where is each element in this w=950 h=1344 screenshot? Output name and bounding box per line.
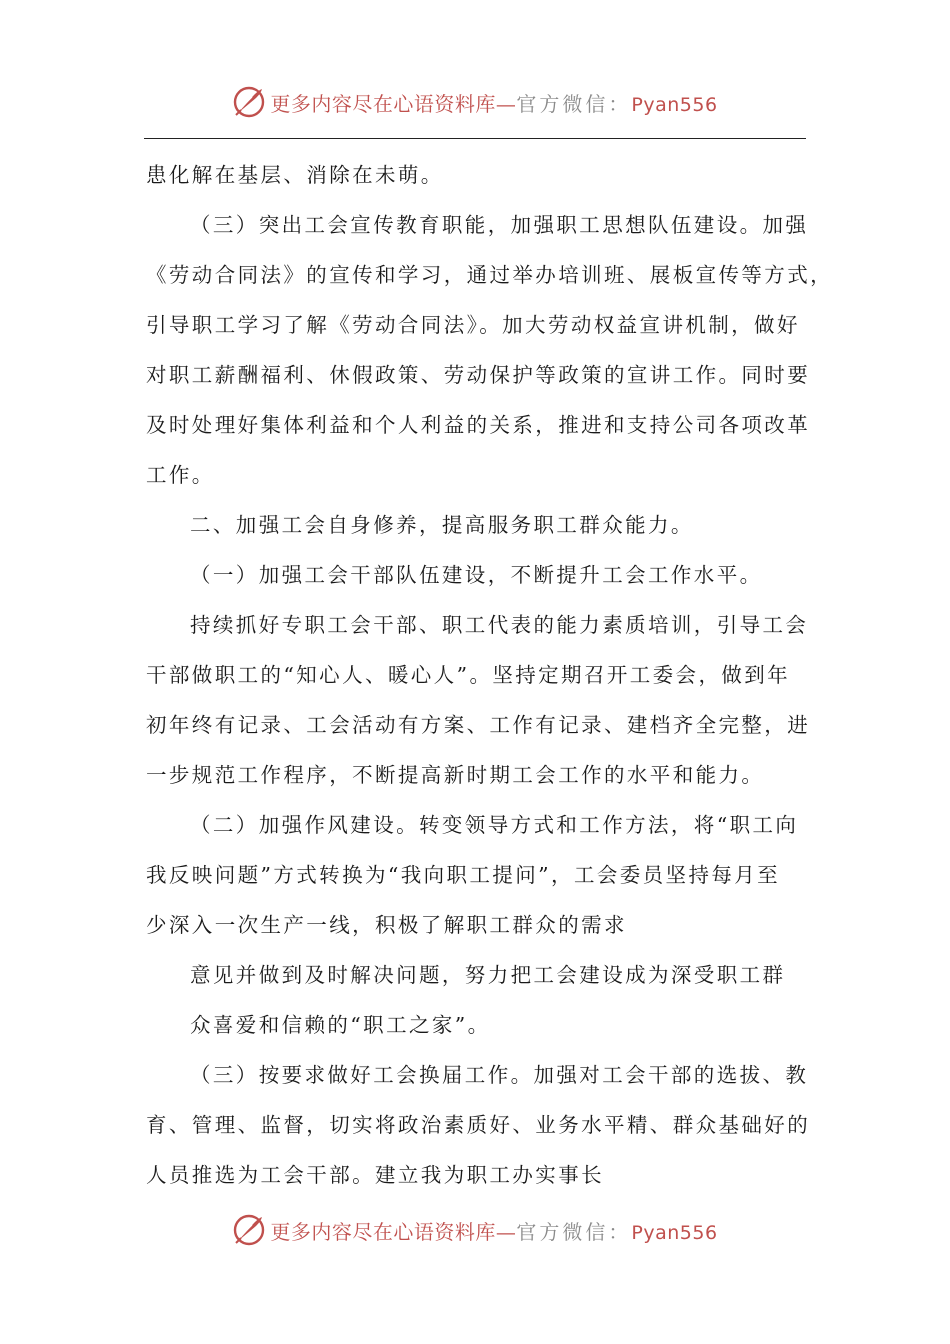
body-line: 对职工薪酬福利、休假政策、劳动保护等政策的宣讲工作。同时要 bbox=[146, 363, 811, 387]
body-line: （三）按要求做好工会换届工作。加强对工会干部的选拔、教 bbox=[190, 1063, 809, 1087]
body-line: 众喜爱和信赖的“职工之家”。 bbox=[190, 1013, 491, 1037]
quill-logo-icon bbox=[232, 1213, 266, 1247]
footer-banner bbox=[0, 1210, 950, 1250]
footer-banner-text bbox=[270, 1216, 717, 1245]
header-dash: — bbox=[495, 91, 517, 116]
body-line: 持续抓好专职工会干部、职工代表的能力素质培训，引导工会 bbox=[190, 613, 809, 637]
body-line: 我反映问题”方式转换为“我向职工提问”，工会委员坚持每月至 bbox=[146, 863, 781, 887]
body-line: 干部做职工的“知心人、暖心人”。坚持定期召开工委会，做到年 bbox=[146, 663, 791, 687]
body-line: 工作。 bbox=[146, 463, 215, 487]
header-divider bbox=[144, 138, 806, 139]
footer-wechat-id: Pyan556 bbox=[631, 1221, 718, 1244]
header-banner bbox=[0, 82, 950, 122]
body-line: 引导职工学习了解《劳动合同法》。加大劳动权益宣讲机制，做好 bbox=[146, 313, 800, 337]
body-line: 育、管理、监督，切实将政治素质好、业务水平精、群众基础好的 bbox=[146, 1113, 811, 1137]
footer-dash: — bbox=[495, 1219, 517, 1244]
document-body bbox=[146, 150, 833, 1200]
body-line: 患化解在基层、消除在未萌。 bbox=[146, 163, 444, 187]
body-line: 少深入一次生产一线，积极了解职工群众的需求 bbox=[146, 913, 627, 937]
header-site-name: 更多内容尽在心语资料库 bbox=[270, 91, 496, 116]
header-wechat-id: Pyan556 bbox=[631, 93, 718, 116]
body-line: 及时处理好集体利益和个人利益的关系，推进和支持公司各项改革 bbox=[146, 413, 811, 437]
body-line: 意见并做到及时解决问题，努力把工会建设成为深受职工群 bbox=[190, 963, 786, 987]
header-wechat-label: 官方微信： bbox=[516, 91, 632, 116]
footer-wechat-label: 官方微信： bbox=[516, 1219, 632, 1244]
header-banner-text bbox=[270, 88, 717, 117]
footer-site-name: 更多内容尽在心语资料库 bbox=[270, 1219, 496, 1244]
quill-logo-icon bbox=[232, 85, 266, 119]
body-line: 一步规范工作程序，不断提高新时期工会工作的水平和能力。 bbox=[146, 763, 765, 787]
body-line: （二）加强作风建设。转变领导方式和工作方法，将“职工向 bbox=[190, 813, 799, 837]
section-heading: 二、加强工会自身修养，提高服务职工群众能力。 bbox=[190, 513, 694, 537]
body-line: 人员推选为工会干部。建立我为职工办实事长 bbox=[146, 1163, 604, 1187]
subsection-heading: （一）加强工会干部队伍建设，不断提升工会工作水平。 bbox=[190, 563, 763, 587]
body-line: 初年终有记录、工会活动有方案、工作有记录、建档齐全完整，进 bbox=[146, 713, 811, 737]
body-line: 《劳动合同法》的宣传和学习，通过举办培训班、展板宣传等方式， bbox=[146, 263, 833, 287]
body-line: （三）突出工会宣传教育职能，加强职工思想队伍建设。加强 bbox=[190, 213, 809, 237]
